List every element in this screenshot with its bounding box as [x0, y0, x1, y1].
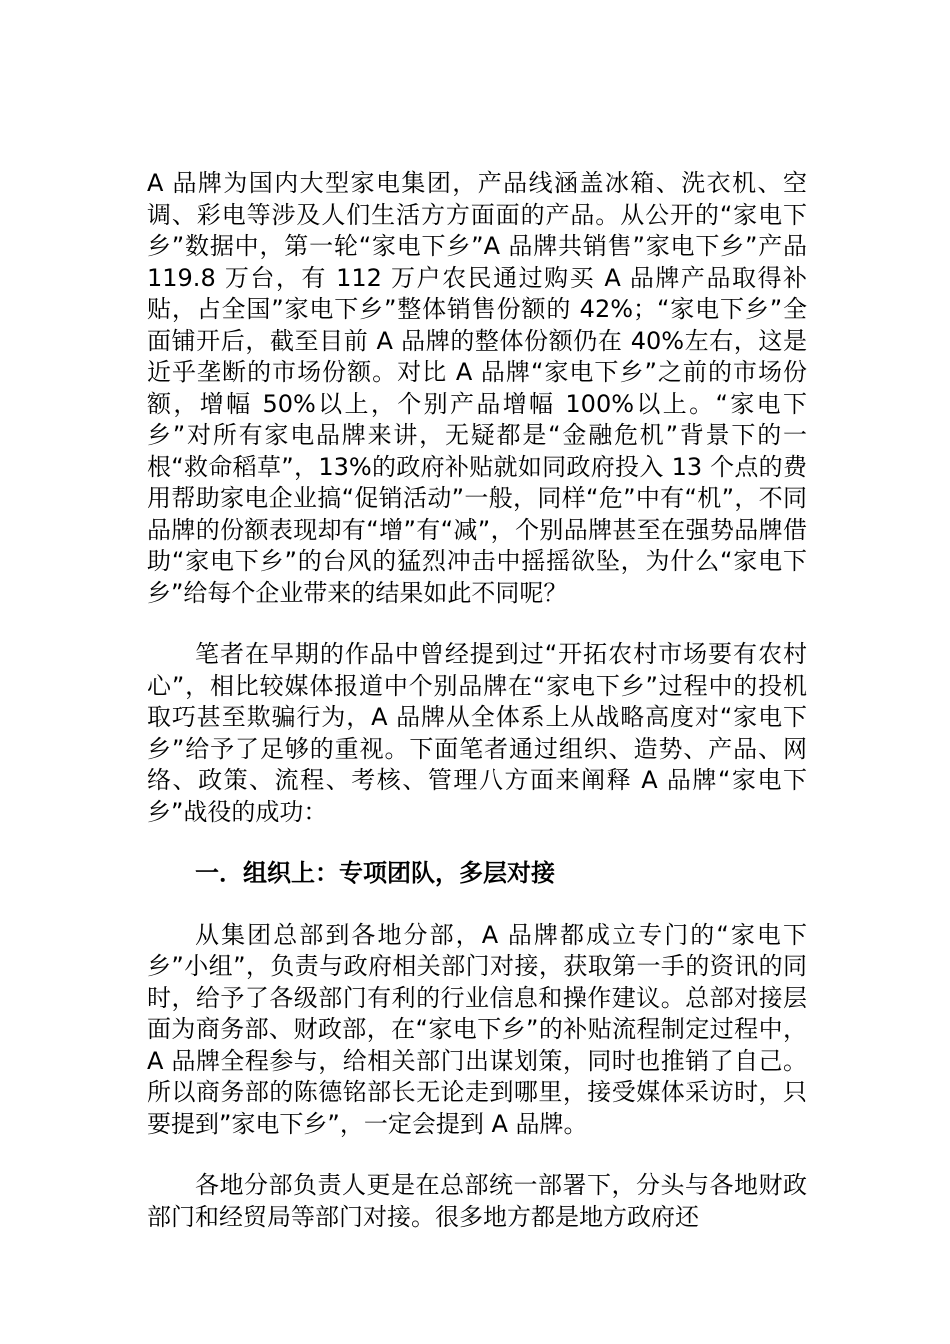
document-body	[147, 168, 807, 1233]
section-paragraph: 从集团总部到各地分部，A 品牌都成立专门的“家电下乡”小组”，负责与政府相关部门对接，获取第一手的资讯的同时，给予了各级部门有利的行业信息和操作建议。总部对接层面为商务部、财政部，在“家电下乡”的补贴流程制定过程中，A 品牌全程参与，给相关部门出谋划策，同时也推销了自己。所以商务部的陈德铭部长无论走到哪里，接受媒体采访时，只要提到”家电下乡”，一定会提到 A 品牌。	[147, 920, 807, 1138]
section-paragraph: 各地分部负责人更是在总部统一部署下，分头与各地财政部门和经贸局等部门对接。很多地方都是地方政府还	[147, 1171, 807, 1231]
author-paragraph: 笔者在早期的作品中曾经提到过“开拓农村市场要有农村心”，相比较媒体报道中个别品牌在“家电下乡”过程中的投机取巧甚至欺骗行为，A 品牌从全体系上从战略高度对“家电下乡”给予了足够的重视。下面笔者通过组织、造势、产品、网络、政策、流程、考核、管理八方面来阐释 A 品牌“家电下乡”战役的成功：	[147, 640, 807, 826]
intro-paragraph: A 品牌为国内大型家电集团，产品线涵盖冰箱、洗衣机、空调、彩电等涉及人们生活方方面面的产品。从公开的“家电下乡”数据中，第一轮“家电下乡”A 品牌共销售”家电下乡”产品 119.8 万台，有 112 万户农民通过购买 A 品牌产品取得补贴，占全国”家电下乡”整体销售份额的 42%；“家电下乡”全面铺开后，截至目前 A 品牌的整体份额仍在 40%左右，这是近乎垄断的市场份额。对比 A 品牌“家电下乡”之前的市场份额，增幅 50%以上，个别产品增幅 100%以上。“家电下乡”对所有家电品牌来讲，无疑都是“金融危机”背景下的一根“救命稻草”，13%的政府补贴就如同政府投入 13 个点的费用帮助家电企业搞“促销活动”一般，同样“危”中有“机”，不同品牌的份额表现却有“增”有“减”，个别品牌甚至在强势品牌借助“家电下乡”的台风的猛烈冲击中摇摇欲坠，为什么“家电下乡”给每个企业带来的结果如此不同呢？	[147, 169, 807, 607]
section-heading: 一．组织上：专项团队，多层对接	[195, 859, 555, 887]
